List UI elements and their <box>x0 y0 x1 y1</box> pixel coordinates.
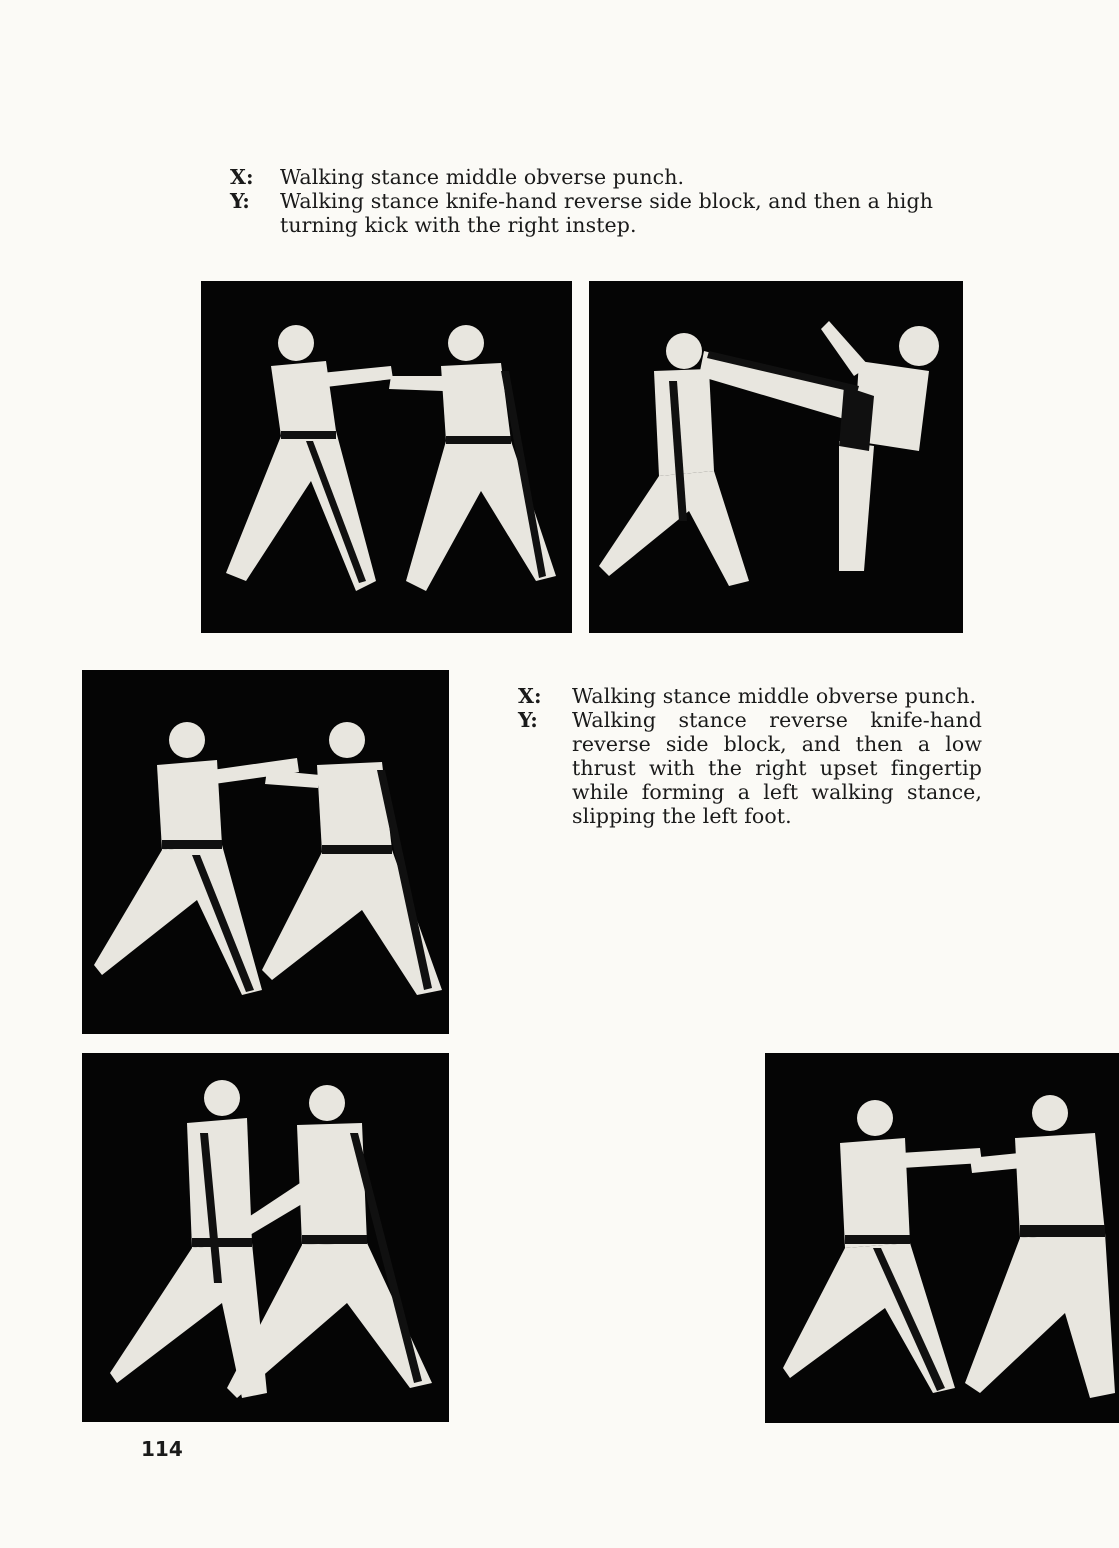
photo-low-fingertip-thrust <box>82 1053 449 1422</box>
caption-text-y: Walking stance knife-hand reverse side block, and then a high turning kick with the right instep. <box>280 189 933 237</box>
page-number: 114 <box>141 1437 183 1461</box>
photo-illustration <box>201 281 572 633</box>
caption-text-x: Walking stance middle obverse punch. <box>280 165 685 189</box>
caption-line-x <box>518 684 982 708</box>
photo-punch-reverse-knife-hand-block <box>82 670 449 1034</box>
caption-block-1 <box>230 165 960 237</box>
photo-illustration <box>82 1053 449 1422</box>
caption-text-x: Walking stance middle obverse punch. <box>572 684 977 708</box>
caption-line-x <box>230 165 960 189</box>
caption-line-y <box>230 189 960 237</box>
caption-block-2 <box>518 684 982 828</box>
caption-tag-y: Y: <box>230 189 250 213</box>
photo-high-turning-kick <box>589 281 963 633</box>
photo-punch-block-back-view <box>765 1053 1119 1423</box>
photo-illustration <box>82 670 449 1034</box>
photo-illustration <box>589 281 963 633</box>
caption-text-y: Walking stance reverse knife-hand reverse side block, and then a low thrust with the right upset fingertip while forming a left walking stance, slipping the left foot. <box>572 708 982 828</box>
caption-tag-y: Y: <box>518 708 538 732</box>
caption-tag-x: X: <box>230 165 254 189</box>
photo-punch-knife-hand-block <box>201 281 572 633</box>
caption-tag-x: X: <box>518 684 542 708</box>
caption-line-y <box>518 708 982 828</box>
photo-illustration <box>765 1053 1119 1423</box>
